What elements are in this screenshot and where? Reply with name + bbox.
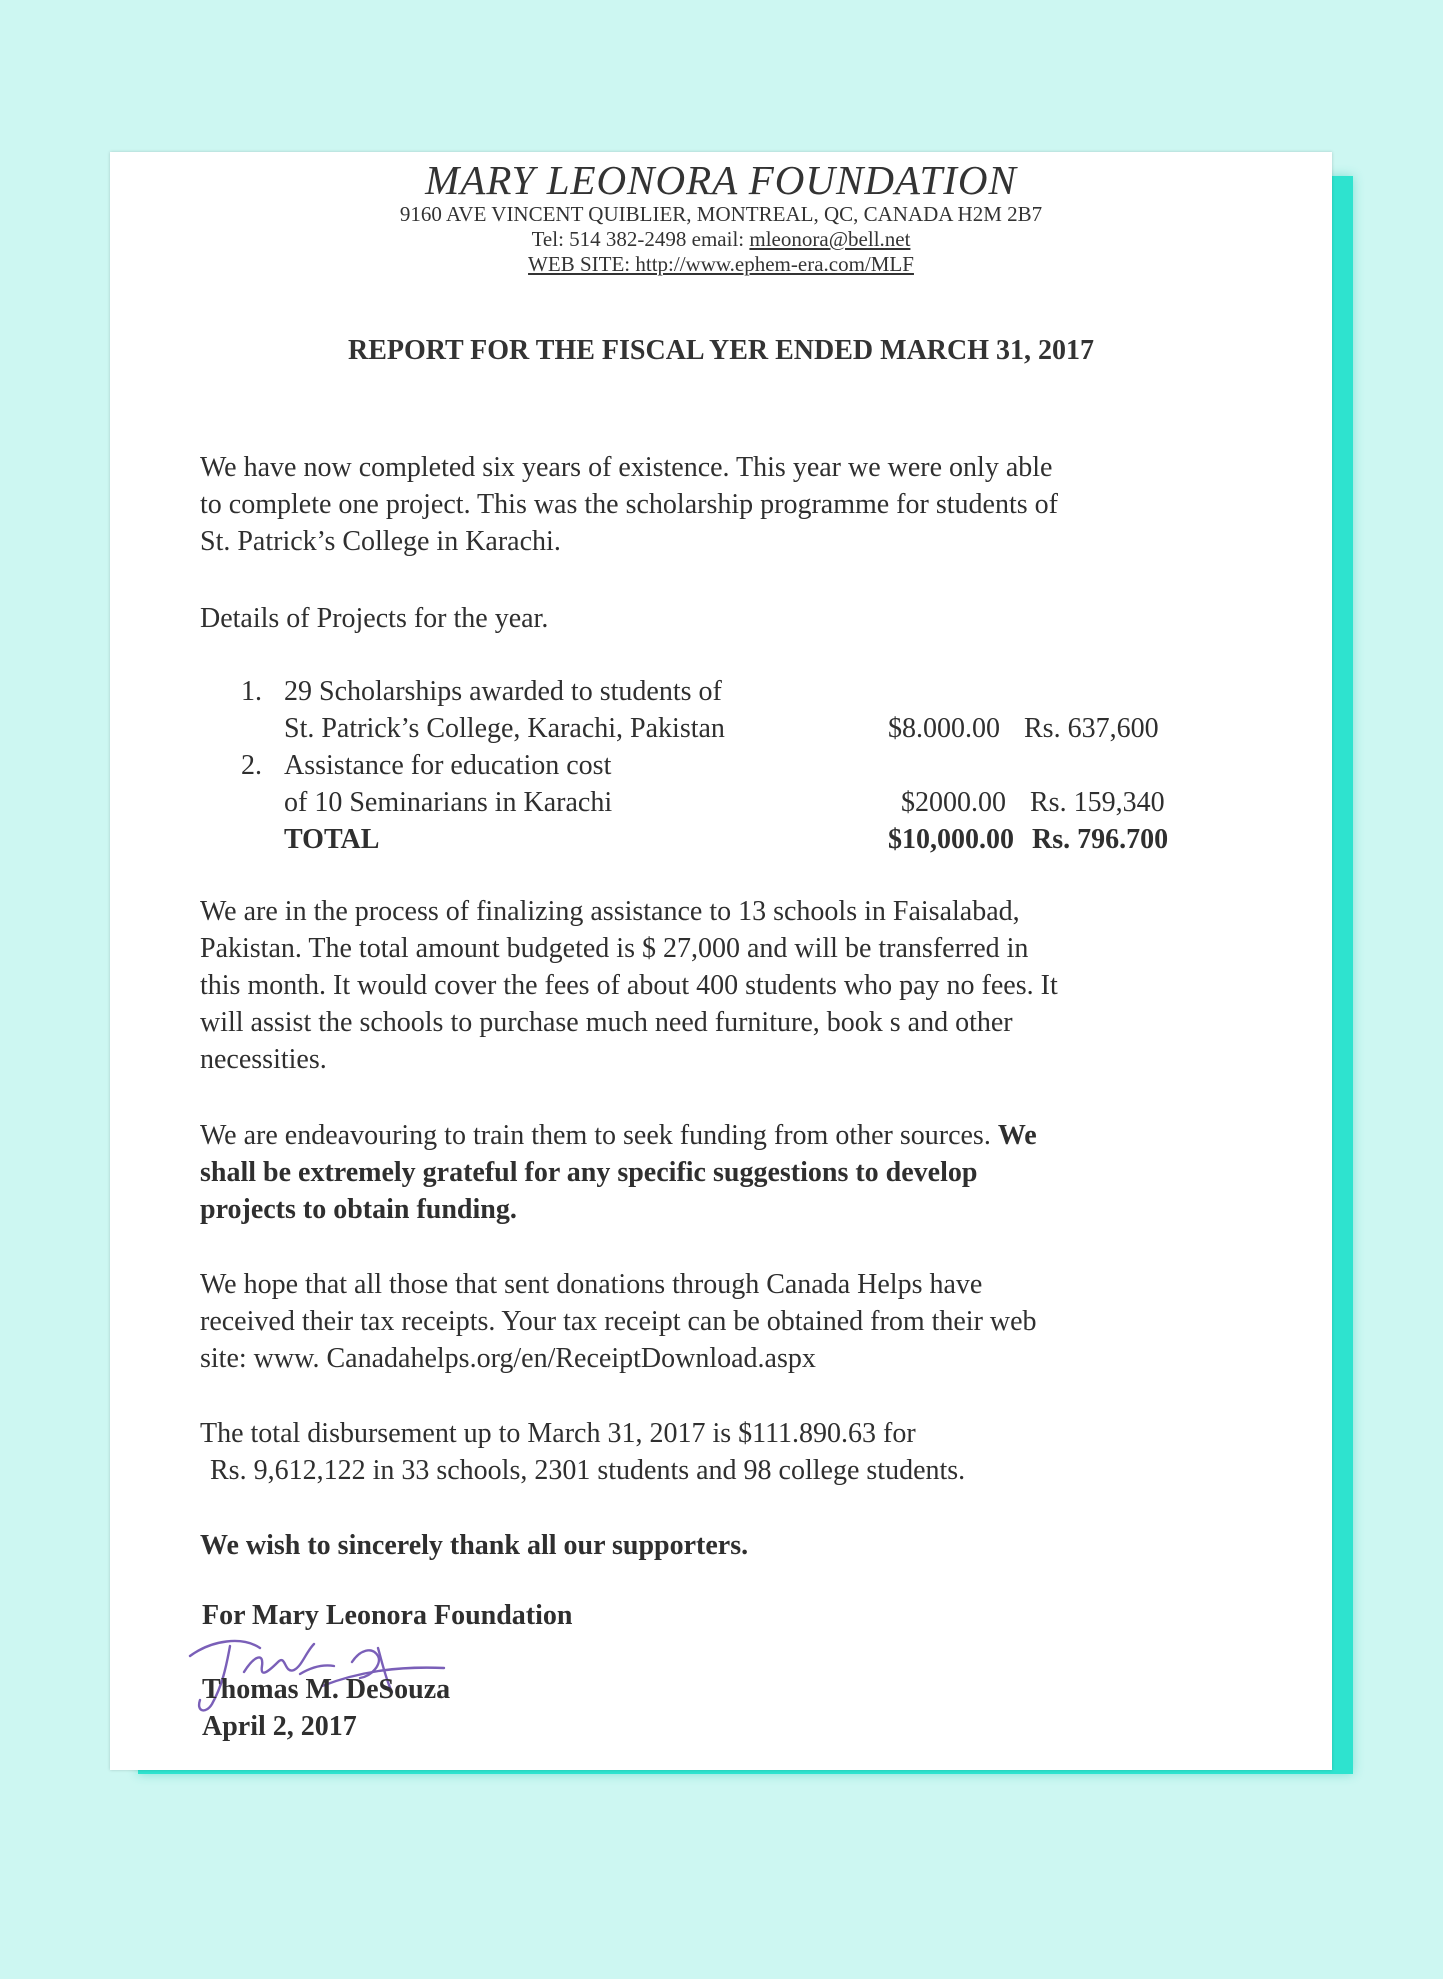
signatory-name: Thomas M. DeSouza	[202, 1674, 451, 1705]
thanks-line: We wish to sincerely thank all our supporters.	[200, 1530, 749, 1561]
project-2-usd: $2000.00	[901, 787, 1006, 818]
project-1-usd: $8.000.00	[888, 713, 1000, 744]
total-usd: $10,000.00	[888, 824, 1014, 855]
total-rs: Rs. 796.700	[1032, 824, 1169, 855]
total-label: TOTAL	[284, 824, 380, 855]
report-title: REPORT FOR THE FISCAL YER ENDED MARCH 31, 2017	[347, 335, 1095, 366]
receipts-line-2: received their tax receipts. Your tax receipt can be obtained from their web	[200, 1306, 1037, 1337]
project-1-line-2: St. Patrick’s College, Karachi, Pakistan	[284, 713, 725, 744]
letter-page	[110, 152, 1332, 1770]
website-link[interactable]: WEB SITE: http://www.ephem-era.com/MLF	[528, 252, 914, 276]
project-1-number: 1.	[241, 676, 262, 707]
disbursement-line-2: Rs. 9,612,122 in 33 schools, 2301 students and 98 college students.	[210, 1455, 966, 1486]
contact-line	[110, 227, 1332, 252]
receipts-line-3: site: www. Canadahelps.org/en/ReceiptDownload.aspx	[200, 1343, 816, 1374]
project-2-rs: Rs. 159,340	[1030, 787, 1165, 818]
funding-line-3: projects to obtain funding.	[200, 1194, 517, 1225]
details-heading: Details of Projects for the year.	[200, 603, 549, 634]
faisalabad-line-4: will assist the schools to purchase much need furniture, book s and other	[200, 1007, 1013, 1038]
project-2-number: 2.	[241, 750, 262, 781]
project-2-line-1: Assistance for education cost	[284, 750, 612, 781]
intro-line-2: to complete one project. This was the scholarship programme for students of	[200, 489, 1058, 520]
funding-line-1	[200, 1117, 1037, 1154]
signoff-date: April 2, 2017	[202, 1711, 357, 1742]
project-2-line-2: of 10 Seminarians in Karachi	[284, 787, 613, 818]
faisalabad-line-5: necessities.	[200, 1044, 327, 1075]
funding-line-1-normal: We are endeavouring to train them to seek funding from other sources.	[200, 1120, 998, 1151]
intro-line-1: We have now completed six years of existence. This year we were only able	[200, 452, 1053, 483]
email-link[interactable]: mleonora@bell.net	[749, 227, 911, 251]
faisalabad-line-3: this month. It would cover the fees of about 400 students who pay no fees. It	[200, 970, 1058, 1001]
handwritten-signature	[182, 1622, 452, 1722]
faisalabad-line-1: We are in the process of finalizing assistance to 13 schools in Faisalabad,	[200, 896, 1020, 927]
receipts-line-1: We hope that all those that sent donations through Canada Helps have	[200, 1269, 983, 1300]
project-1-rs: Rs. 637,600	[1024, 713, 1159, 744]
disbursement-line-1: The total disbursement up to March 31, 2017 is $111.890.63 for	[200, 1418, 916, 1449]
funding-line-2: shall be extremely grateful for any specific suggestions to develop	[200, 1157, 978, 1188]
faisalabad-line-2: Pakistan. The total amount budgeted is $ 27,000 and will be transferred in	[200, 933, 1029, 964]
funding-line-1-bold: We	[997, 1120, 1037, 1151]
tel-label: Tel: 514 382-2498 email:	[531, 227, 750, 251]
intro-line-3: St. Patrick’s College in Karachi.	[200, 526, 561, 557]
address-line: 9160 AVE VINCENT QUIBLIER, MONTREAL, QC, CANADA H2M 2B7	[399, 202, 1043, 226]
signoff-for-line: For Mary Leonora Foundation	[202, 1600, 573, 1631]
org-name: MARY LEONORA FOUNDATION	[425, 157, 1017, 203]
project-1-line-1: 29 Scholarships awarded to students of	[284, 676, 722, 707]
